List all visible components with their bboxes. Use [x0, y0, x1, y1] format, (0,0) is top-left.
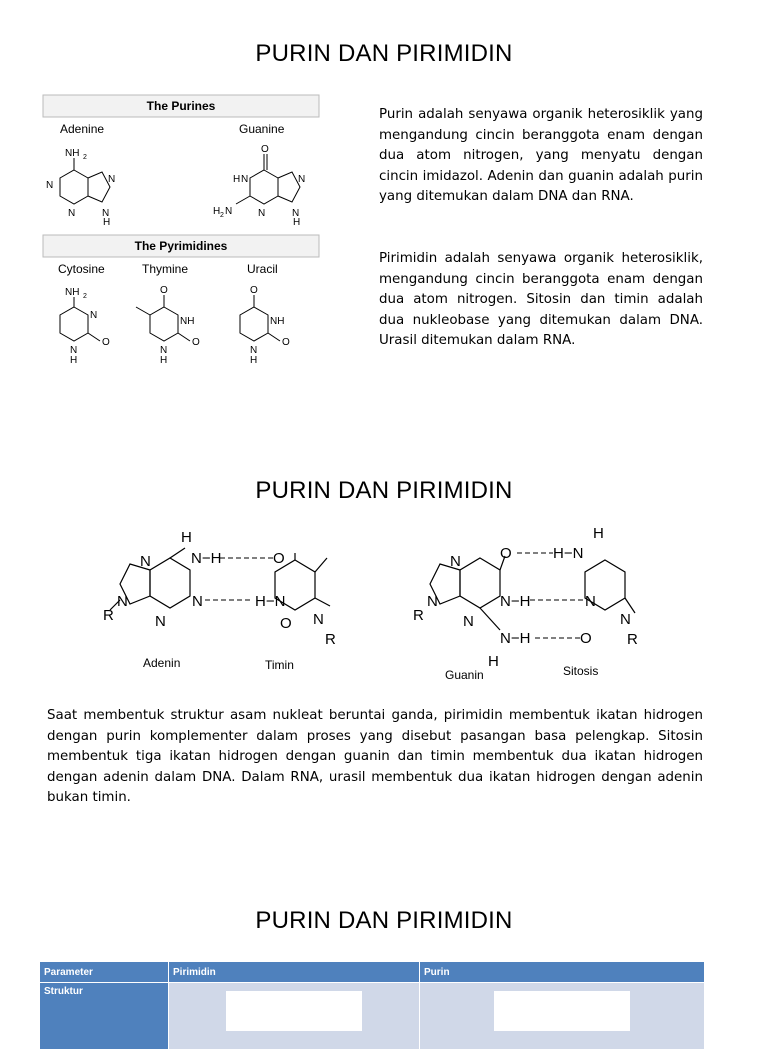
svg-text:N: N	[427, 593, 438, 610]
pyrimidine-paragraph: Pirimidin adalah senyawa organik heterosiklik, mengandung cincin beranggota enam dengan dua atom nitrogen. Sitosin dan timin adalah dua nukleobase yang ditemukan dalam DNA. Urasil ditemukan dalam RNA.	[379, 249, 703, 352]
slide-2-title: PURIN DAN PIRIMIDIN	[0, 477, 768, 505]
svg-text:N: N	[117, 593, 128, 610]
svg-text:O: O	[280, 615, 292, 632]
timin-label: Timin	[265, 658, 294, 672]
svg-text:N: N	[450, 553, 461, 570]
uracil-label: Uracil	[247, 262, 278, 276]
svg-text:NH: NH	[65, 287, 79, 298]
svg-text:H: H	[160, 355, 167, 366]
svg-text:N: N	[585, 593, 596, 610]
svg-text:H: H	[488, 653, 499, 670]
purin-structure-cell	[420, 983, 705, 1049]
slide-3-title: PURIN DAN PIRIMIDIN	[0, 907, 768, 935]
purines-heading: The Purines	[147, 99, 216, 113]
svg-text:H: H	[181, 529, 192, 546]
cytosine-label: Cytosine	[58, 262, 105, 276]
svg-text:O: O	[282, 337, 290, 348]
svg-text:O: O	[273, 550, 285, 567]
svg-text:R: R	[325, 631, 336, 648]
svg-text:N: N	[68, 208, 75, 219]
svg-text:N: N	[298, 174, 305, 185]
guanin-label: Guanin	[445, 668, 484, 682]
svg-text:N: N	[102, 208, 109, 219]
pyrimidines-heading: The Pyrimidines	[135, 239, 228, 253]
base-pairing-figure	[95, 518, 670, 688]
svg-text:O: O	[580, 630, 592, 647]
svg-text:N: N	[225, 206, 232, 217]
adenine-structure	[60, 158, 110, 204]
svg-text:NH: NH	[180, 316, 194, 327]
svg-text:N: N	[620, 611, 631, 628]
svg-text:R: R	[103, 607, 114, 624]
svg-text:N: N	[192, 593, 203, 610]
svg-text:N: N	[46, 180, 53, 191]
svg-text:H−N: H−N	[255, 593, 285, 610]
svg-text:N: N	[90, 310, 97, 321]
svg-text:N: N	[313, 611, 324, 628]
svg-text:NH: NH	[270, 316, 284, 327]
sitosis-label: Sitosis	[563, 664, 598, 678]
svg-text:NH: NH	[65, 148, 79, 159]
svg-text:N: N	[108, 174, 115, 185]
svg-text:N−H: N−H	[191, 550, 221, 567]
purines-pyrimidines-figure	[40, 92, 325, 377]
svg-text:H: H	[103, 217, 110, 228]
svg-text:N: N	[258, 208, 265, 219]
svg-text:H: H	[593, 525, 604, 542]
svg-text:N: N	[292, 208, 299, 219]
table-header-row	[40, 962, 705, 983]
svg-text:R: R	[413, 607, 424, 624]
guanine-label: Guanine	[239, 122, 285, 136]
svg-text:H: H	[250, 355, 257, 366]
svg-text:H: H	[70, 355, 77, 366]
svg-text:O: O	[250, 285, 258, 296]
svg-text:N: N	[155, 613, 166, 630]
svg-text:N: N	[250, 345, 257, 356]
thymine-label: Thymine	[142, 262, 188, 276]
svg-text:O: O	[102, 337, 110, 348]
svg-text:N: N	[70, 345, 77, 356]
svg-text:O: O	[500, 545, 512, 562]
svg-text:N−H: N−H	[500, 630, 530, 647]
svg-text:N: N	[160, 345, 167, 356]
svg-text:2: 2	[220, 212, 224, 219]
svg-text:H−N: H−N	[553, 545, 583, 562]
svg-text:2: 2	[83, 293, 87, 300]
adenine-label: Adenine	[60, 122, 104, 136]
table-row	[40, 983, 705, 1049]
svg-text:O: O	[160, 285, 168, 296]
svg-text:N: N	[463, 613, 474, 630]
header-purin: Purin	[420, 962, 705, 983]
pirimidin-structure-cell	[169, 983, 420, 1049]
purine-paragraph: Purin adalah senyawa organik heterosiklik yang mengandung cincin beranggota enam dengan dua atom nitrogen, yang menyatu dengan cincin imidazol. Adenin dan guanin adalah purin yang ditemukan dalam DNA dan RNA.	[379, 105, 703, 208]
comparison-table	[40, 962, 705, 1049]
svg-text:N−H: N−H	[500, 593, 530, 610]
svg-text:R: R	[627, 631, 638, 648]
svg-text:O: O	[261, 144, 269, 155]
svg-text:N: N	[241, 174, 248, 185]
adenin-label: Adenin	[143, 656, 180, 670]
header-pirimidin: Pirimidin	[169, 962, 420, 983]
base-pairing-paragraph: Saat membentuk struktur asam nukleat beruntai ganda, pirimidin membentuk ikatan hidrogen dengan purin komplementer dalam proses yang disebut pasangan basa pelengkap. Sitosin membentuk tiga ikatan hidrogen dengan guanin dan timin membentuk dua ikatan hidrogen dengan adenin dalam DNA. Dalam RNA, urasil membentuk dua ikatan hidrogen dengan adenin bukan timin.	[47, 706, 703, 809]
slide-1-title: PURIN DAN PIRIMIDIN	[0, 40, 768, 68]
svg-text:2: 2	[83, 154, 87, 161]
svg-text:H: H	[293, 217, 300, 228]
svg-text:H: H	[233, 174, 240, 185]
svg-text:O: O	[192, 337, 200, 348]
svg-text:N: N	[140, 553, 151, 570]
header-parameter: Parameter	[40, 962, 169, 983]
row-parameter-struktur: Struktur	[40, 983, 169, 1049]
svg-text:H: H	[213, 206, 220, 217]
